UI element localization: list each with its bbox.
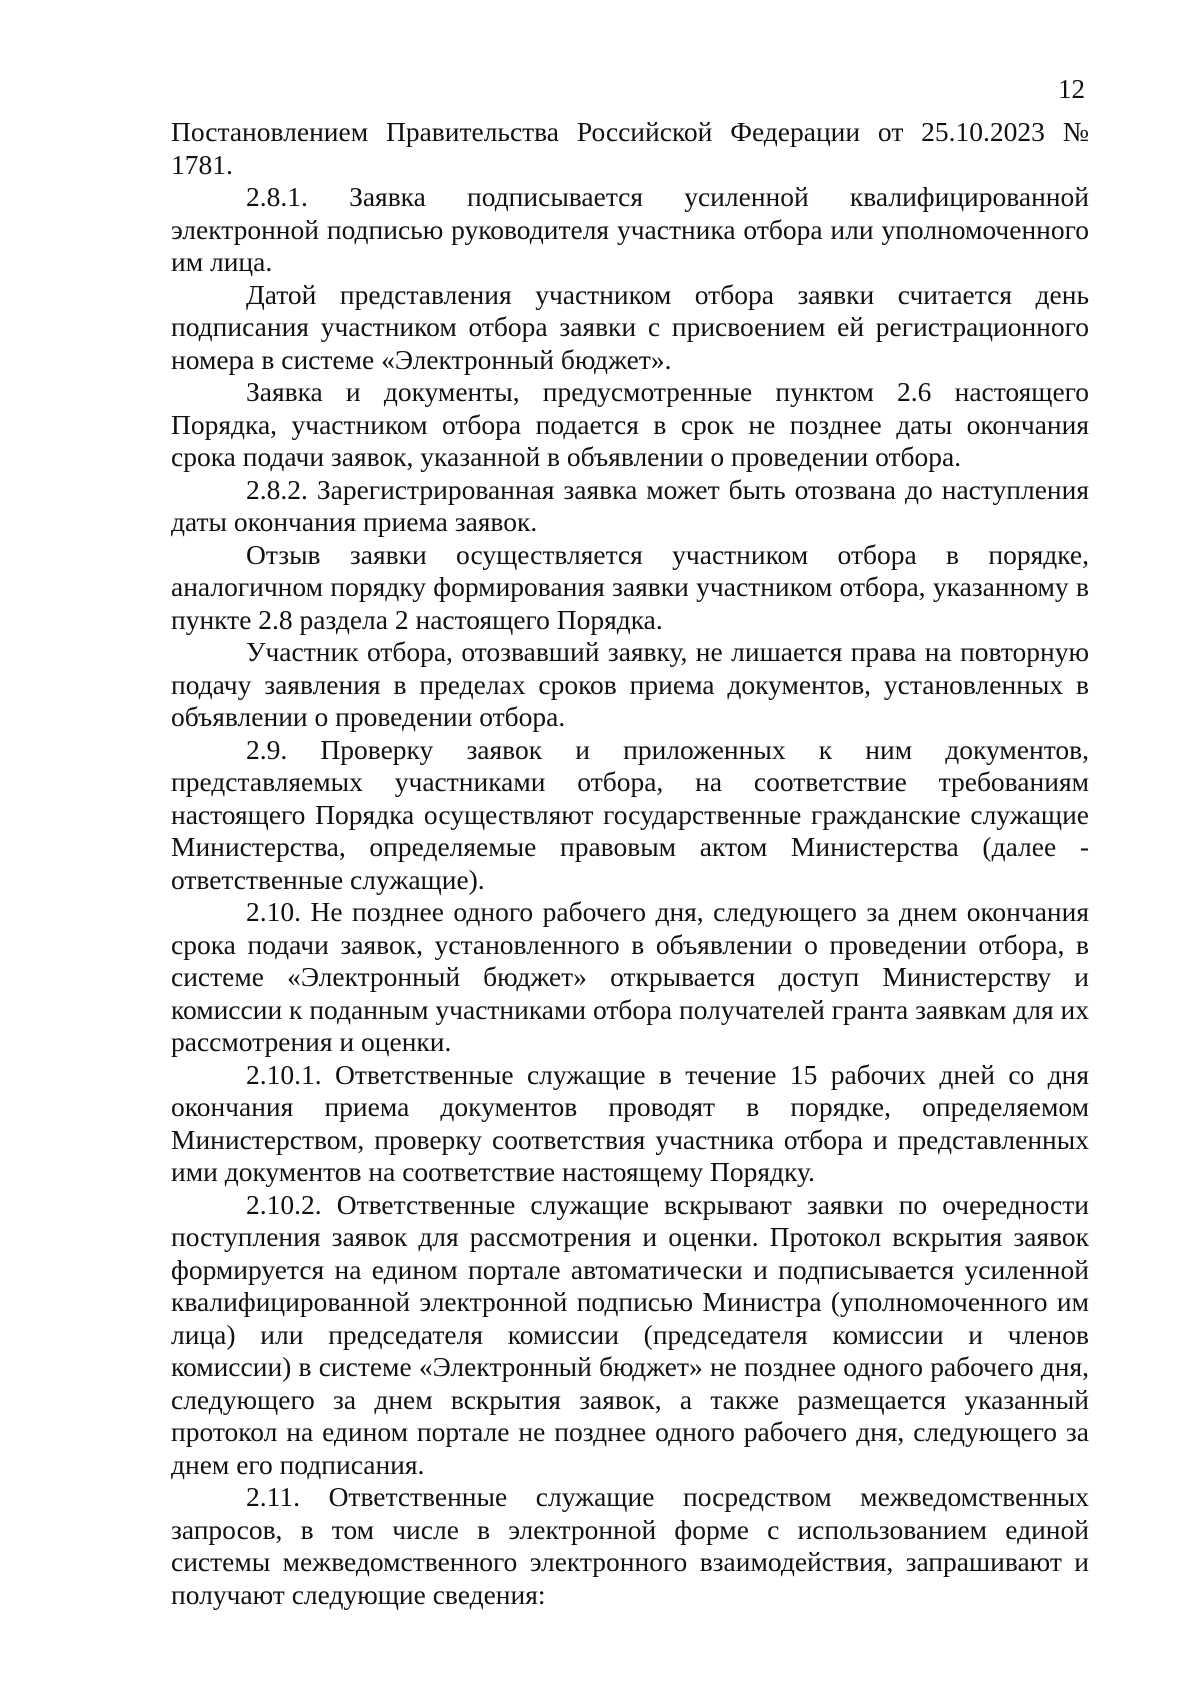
- paragraph-resubmission: Участник отбора, отозвавший заявку, не лишается права на повторную подачу заявления в пределах сроков приема документов, установленных в объявлении о проведении отбора.: [171, 636, 1089, 732]
- page-number: 12: [1058, 74, 1085, 104]
- paragraph-2-11: 2.11. Ответственные служащие посредством межведомственных запросов, в том числе в электронной форме с использованием единой системы межведомственного электронного взаимодействия, запрашивают и получают следующие сведения:: [171, 1481, 1089, 1610]
- paragraph-2-8-1: 2.8.1. Заявка подписывается усиленной квалифицированной электронной подписью руководителя участника отбора или уполномоченного им лица.: [171, 181, 1089, 277]
- paragraph-submission-date: Датой представления участником отбора заявки считается день подписания участником отбора заявки с присвоением ей регистрационного номера в системе «Электронный бюджет».: [171, 278, 1089, 375]
- paragraph-withdrawal: Отзыв заявки осуществляется участником отбора в порядке, аналогичном порядку формирования заявки участником отбора, указанному в пункте 2.8 раздела 2 настоящего Порядка.: [171, 538, 1089, 635]
- paragraph-2-8-2: 2.8.2. Зарегистрированная заявка может быть отозвана до наступления даты окончания приема заявок.: [171, 473, 1089, 537]
- paragraph-2-9: 2.9. Проверку заявок и приложенных к ним документов, представляемых участниками отбора, на соответствие требованиям настоящего Порядка осуществляют государственные гражданские служащие Министерства, определяемые правовым актом Министерства (далее - ответственные служащие).: [171, 733, 1089, 895]
- document-body: [171, 116, 1089, 1611]
- paragraph-2-10: 2.10. Не позднее одного рабочего дня, следующего за днем окончания срока подачи заявок, установленного в объявлении о проведении отбора, в системе «Электронный бюджет» открывается доступ Министерству и комиссии к поданным участниками отбора получателей гранта заявкам для их рассмотрения и оценки.: [171, 896, 1089, 1057]
- paragraph-2-10-1: 2.10.1. Ответственные служащие в течение 15 рабочих дней со дня окончания приема документов проводят в порядке, определяемом Министерством, проверку соответствия участника отбора и представленных ими документов на соответствие настоящему Порядку.: [171, 1058, 1089, 1187]
- paragraph-submission-deadline: Заявка и документы, предусмотренные пунктом 2.6 настоящего Порядка, участником отбора подается в срок не позднее даты окончания срока подачи заявок, указанной в объявлении о проведении отбора.: [171, 376, 1089, 472]
- paragraph-continuation: Постановлением Правительства Российской Федерации от 25.10.2023 № 1781.: [171, 116, 1089, 180]
- paragraph-2-10-2: 2.10.2. Ответственные служащие вскрывают заявки по очередности поступления заявок для рассмотрения и оценки. Протокол вскрытия заявок формируется на едином портале автоматически и подписывается усиленной квалифицированной электронной подписью Министра (уполномоченного им лица) или председателя комиссии (председателя комиссии и членов комиссии) в системе «Электронный бюджет» не позднее одного рабочего дня, следующего за днем вскрытия заявок, а также размещается указанный протокол на едином портале не позднее одного рабочего дня, следующего за днем его подписания.: [171, 1188, 1089, 1480]
